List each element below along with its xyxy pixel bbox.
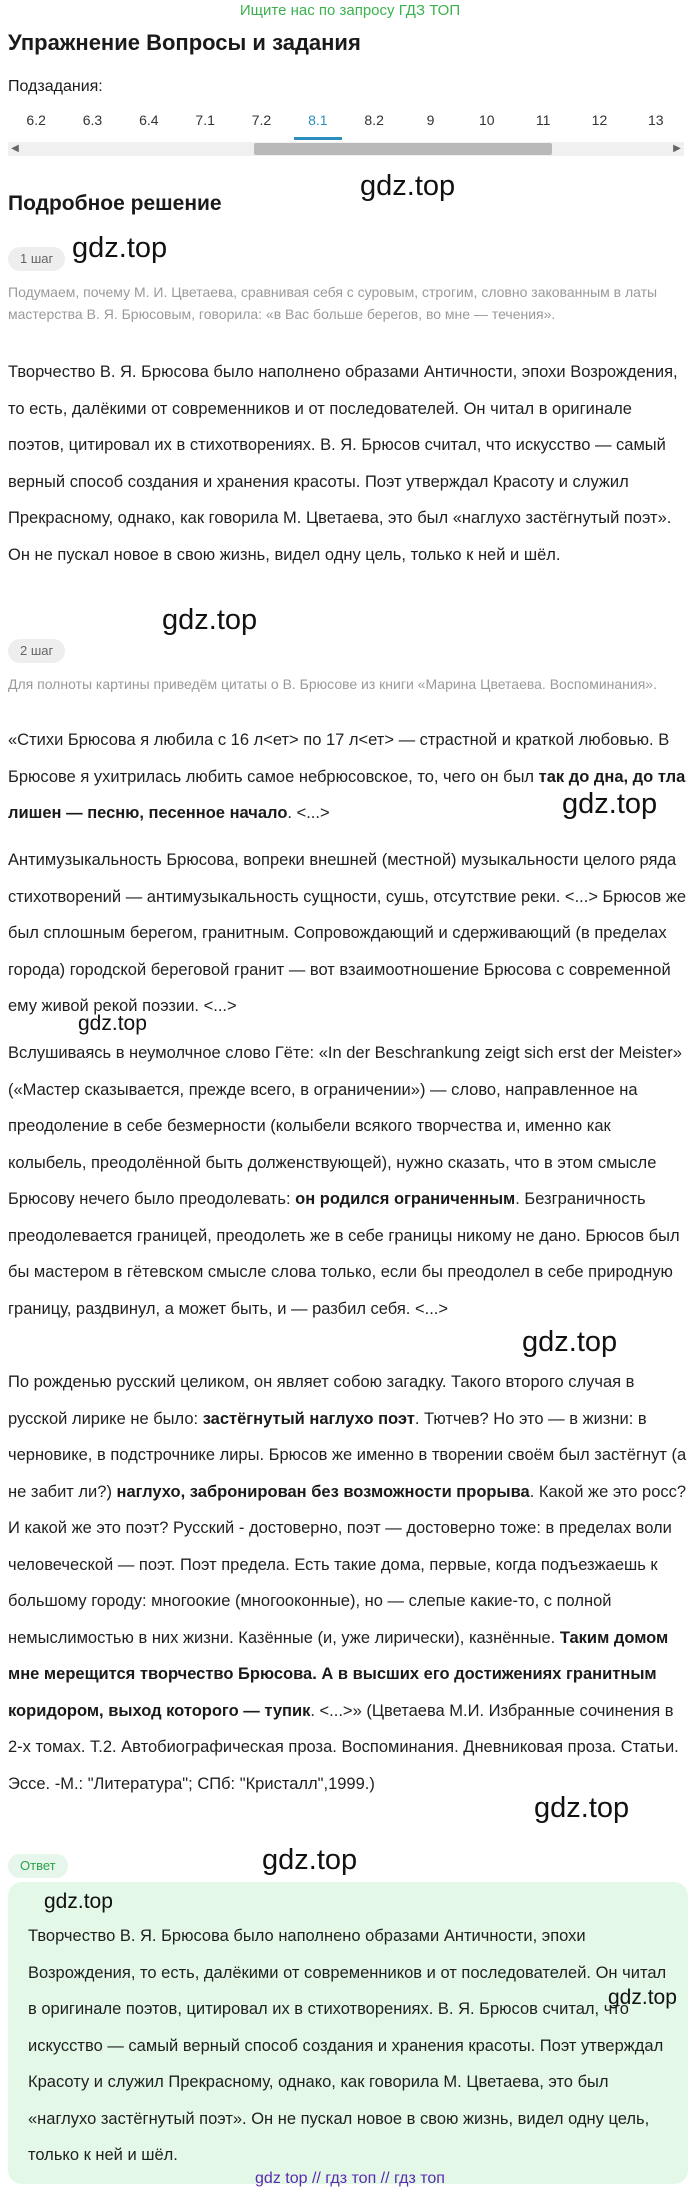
scrollbar-thumb[interactable] (254, 143, 552, 155)
answer-text: Творчество В. Я. Брюсова было наполнено образами Античности, эпохи Возрождения, то есть, далёкими от современников и от последователей. Он читал в оригинале поэтов, цитировал их в стихотворениях. В. Я. Брюсов считал, что искусство — самый верный способ создания и хранения красоты. Поэт утверждал Красоту и служил Прекрасному, однако, как говорила М. Цветаева, это был «наглухо застёгнутый поэт». Он не пускал новое в свою жизнь, видел одну цель, только к ней и шёл. (28, 1927, 667, 2164)
page-title: Упражнение Вопросы и задания (8, 30, 361, 55)
subtask-tab[interactable]: 7.2 (251, 112, 272, 128)
subtask-tab[interactable]: 11 (535, 112, 551, 128)
footer-separator: // (307, 2170, 326, 2187)
watermark: gdz.top (360, 170, 456, 202)
step-intro: Для полноты картины приведём цитаты о В. Брюсове из книги «Марина Цветаева. Воспоминания». (8, 676, 657, 692)
quote-paragraph: Антимузыкальность Брюсова, вопреки внешней (местной) музыкальности целого ряда стихотворений — антимузыкальность сущности, сушь, отсутствие реки. <...> Брюсов же был сплошным берегом, гранитным. Сопровождающий и сдерживающий (в пределах города) городской береговой гранит — вот взаимоотношение Брюсова с современной ему живой рекой поэзии. <...> (8, 851, 687, 1015)
watermark: gdz.top (262, 1844, 358, 1876)
answer-badge: Ответ (8, 1854, 68, 1878)
subtask-tab[interactable]: 8.2 (364, 112, 384, 128)
subtask-tabs (8, 100, 684, 140)
subtask-tab[interactable]: 13 (647, 112, 664, 128)
subtask-tab[interactable]: 7.1 (195, 112, 215, 128)
watermark: gdz.top (78, 1012, 147, 1035)
step-intro: Подумаем, почему М. И. Цветаева, сравнивая себя с суровым, строгим, словно закованным в латы мастерства В. Я. Брюсовым, говорила: «в Вас больше берегов, во мне — течения». (8, 284, 658, 322)
footer-links (0, 2170, 700, 2188)
watermark: gdz.top (522, 1326, 618, 1358)
tabs-scrollbar[interactable] (8, 142, 684, 156)
watermark: gdz.top (44, 1890, 113, 1913)
search-banner: Ищите нас по запросу ГДЗ ТОП (239, 2, 461, 19)
watermark: gdz.top (72, 232, 168, 264)
subtask-tab[interactable]: 9 (426, 112, 435, 128)
subtask-tab[interactable]: 8.1 (290, 100, 346, 140)
step-badge: 2 шаг (8, 639, 65, 663)
footer-link[interactable]: gdz top (255, 2170, 308, 2187)
watermark: gdz.top (534, 1792, 630, 1824)
quote-paragraph: По рожденью русский целиком, он являет собою загадку. Такого второго случая в русской лирике не было: застёгнутый наглухо поэт. Тютчев? Но это — в жизни: в черновике, в подстрочнике лиры. Брюсов же именно в творении своём был застёгнут (а не забит ли?) наглухо, забронирован без возможности прорыва. Какой же это росс? И какой же это поэт? Русский - достоверно, поэт — достоверно тоже: в пределах воли человеческой — поэт. Поэт предела. Есть такие дома, первые, когда подъезжаешь к большому городу: многоокие (многооконные), но — слепые какие-то, с полной немыслимостью в них жизни. Казённые (и, уже лирически), казнённые. Таким домом мне мерещится творчество Брюсова. А в высших его достижениях гранитным коридором, выход которого — тупик. <...>» (Цветаева М.И. Избранные сочинения в 2-х томах. Т.2. Автобиографическая проза. Воспоминания. Дневниковая проза. Статьи. Эссе. -М.: "Литература"; СПб: "Кристалл",1999.) (8, 1373, 687, 1793)
subtasks-label: Подзадания: (8, 78, 103, 95)
footer-link[interactable]: гдз топ (325, 2170, 377, 2187)
footer-link[interactable]: гдз топ (394, 2170, 445, 2187)
quote-paragraph: Вслушиваясь в неумолчное слово Гёте: «In der Beschrankung zeigt sich erst der Meister» («Мастер сказывается, прежде всего, в ограничении») — слово, направленное на преодоление в себе безмерности (колыбели всякого творчества и, именно как колыбель, преодолённой быть долженствующей), нужно сказать, что в этом смысле Брюсову нечего было преодолевать: он родился ограниченным. Безграничность преодолевается границей, преодолеть же в себе границы никому не дано. Брюсов был бы мастером в гётевском смысле слова только, если бы преодолел в себе природную границу, раздвинул, а может быть, и — разбил себя. <...> (8, 1044, 682, 1318)
scroll-left-arrow-icon[interactable]: ◀ (11, 143, 19, 154)
subtask-tab[interactable]: 6.4 (139, 112, 159, 128)
footer-separator: // (376, 2170, 395, 2187)
step-text: Творчество В. Я. Брюсова было наполнено образами Античности, эпохи Возрождения, то есть, далёкими от современников и от последователей. Он читал в оригинале поэтов, цитировал их в стихотворениях. В. Я. Брюсов считал, что искусство — самый верный способ создания и хранения красоты. Поэт утверждал Красоту и служил Прекрасному, однако, как говорила М. Цветаева, это был «наглухо застёгнутый поэт». Он не пускал новое в свою жизнь, видел одну цель, только к ней и шёл. (8, 363, 678, 564)
watermark: gdz.top (608, 1986, 677, 2009)
watermark: gdz.top (162, 604, 258, 636)
scroll-right-arrow-icon[interactable]: ▶ (673, 143, 681, 154)
subtask-tab[interactable]: 12 (591, 112, 608, 128)
subtask-tab[interactable]: 10 (479, 112, 495, 128)
step-badge: 1 шаг (8, 247, 65, 271)
quote-paragraph: «Стихи Брюсова я любила с 16 л<ет> по 17 л<ет> — страстной и краткой любовью. В Брюсове я ухитрилась любить самое небрюсовское, то, чего он был так до дна, до тла лишен — песню, песенное начало. <...> (8, 731, 686, 822)
subtask-tab[interactable]: 6.3 (82, 112, 103, 128)
subtask-tab[interactable]: 6.2 (26, 112, 46, 128)
watermark: gdz.top (562, 788, 658, 820)
solution-heading: Подробное решение (8, 192, 222, 215)
